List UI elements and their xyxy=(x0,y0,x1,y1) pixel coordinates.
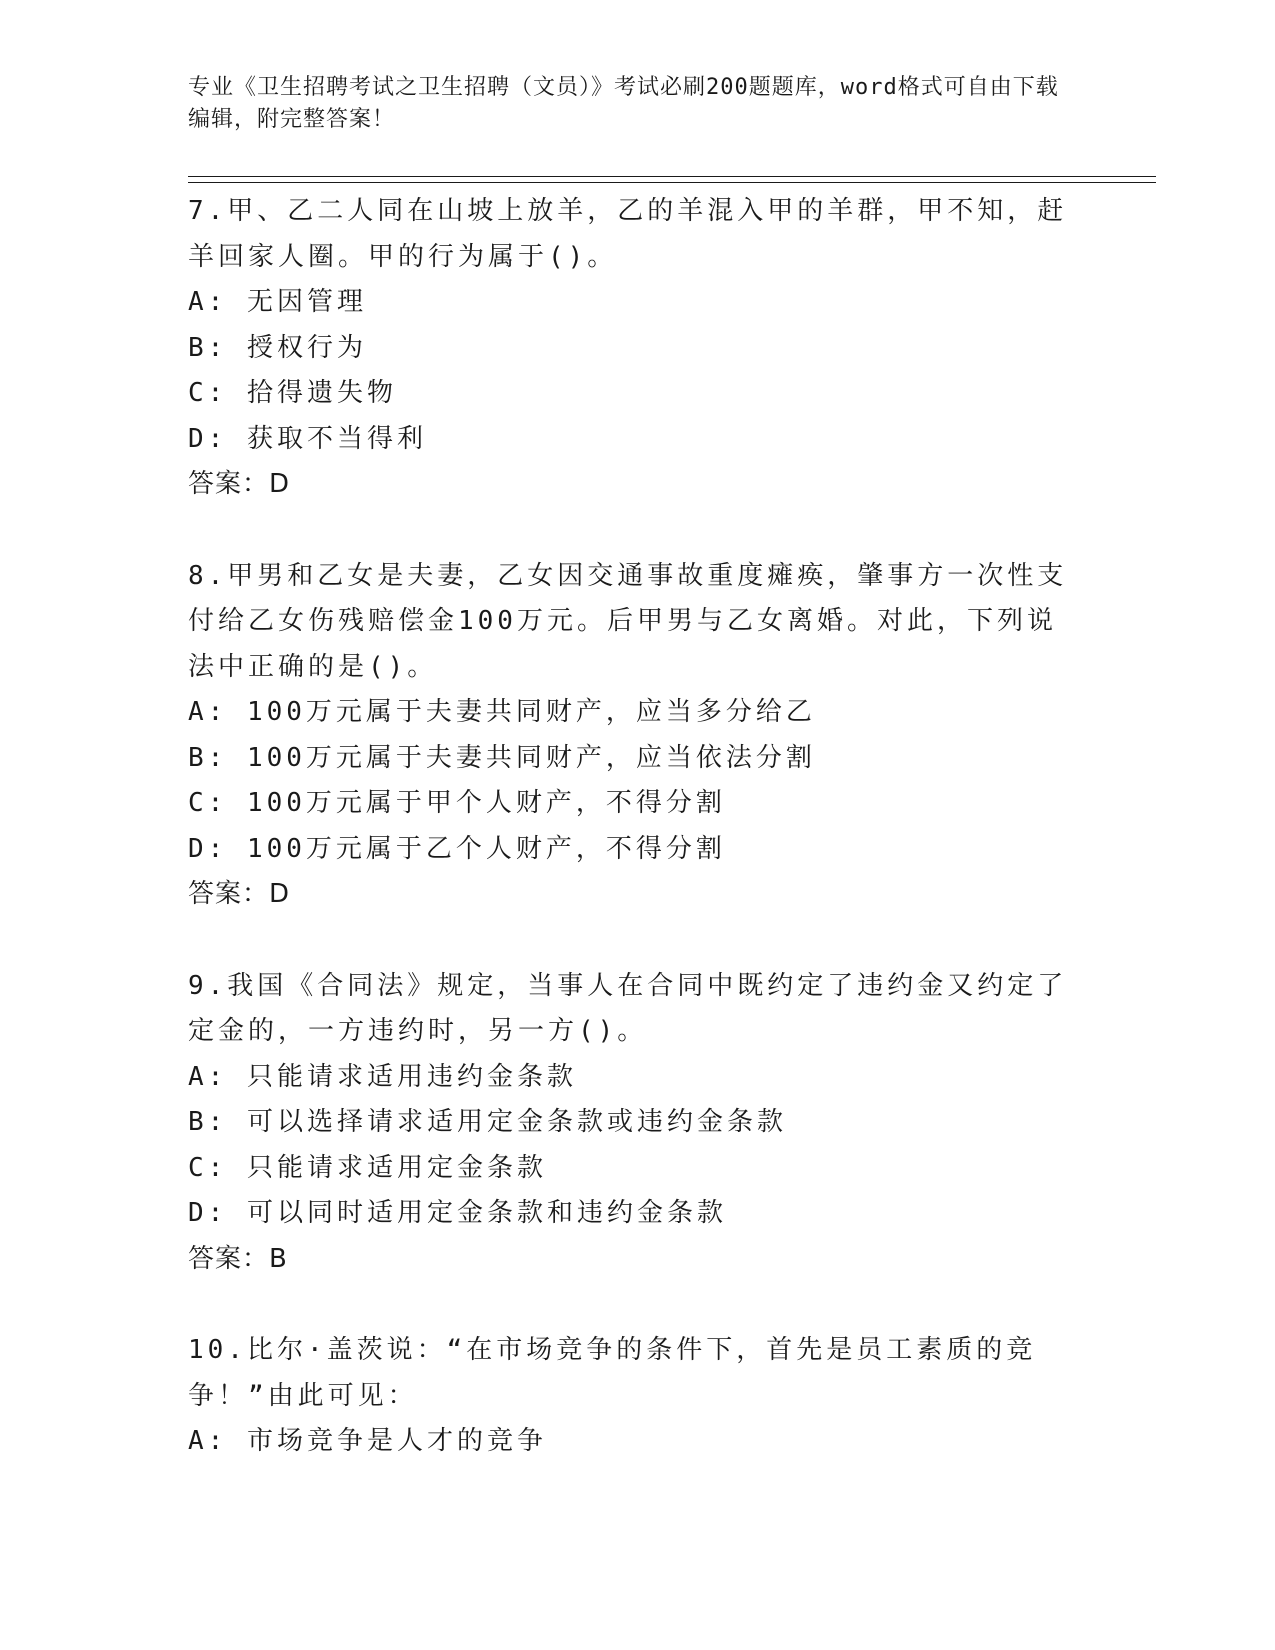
question-stem: 9.我国《合同法》规定，当事人在合同中既约定了违约金又约定了定金的，一方违约时，另一方()。 xyxy=(188,970,1068,1046)
question-stem: 10.比尔·盖茨说：“在市场竞争的条件下，首先是员工素质的竞争！”由此可见： xyxy=(188,1335,1037,1411)
option-c: C: 100万元属于甲个人财产，不得分割 xyxy=(188,788,726,818)
option-a: A: 无因管理 xyxy=(188,287,367,317)
option-b: B: 100万元属于夫妻共同财产，应当依法分割 xyxy=(188,742,816,773)
option-c: C: 只能请求适用定金条款 xyxy=(188,1152,547,1183)
option-a: A: 市场竞争是人才的竞争 xyxy=(188,1426,547,1456)
option-a: A: 只能请求适用违约金条款 xyxy=(188,1061,577,1092)
option-d: D: 获取不当得利 xyxy=(188,423,427,454)
question-8 xyxy=(188,554,1068,918)
option-b: B: 可以选择请求适用定金条款或违约金条款 xyxy=(188,1107,787,1137)
question-list xyxy=(188,189,1068,1511)
answer-line: 答案：D xyxy=(188,469,291,499)
answer-line: 答案：D xyxy=(188,879,291,909)
header-divider-bottom xyxy=(188,182,1156,183)
question-stem: 8.甲男和乙女是夫妻，乙女因交通事故重度瘫痪，肇事方一次性支付给乙女伤残赔偿金100万元。后甲男与乙女离婚。对此，下列说法中正确的是()。 xyxy=(188,560,1068,682)
header-text: 专业《卫生招聘考试之卫生招聘（文员）》考试必刷200题题库，word格式可自由下载编辑，附完整答案！ xyxy=(188,75,1059,132)
question-stem: 7.甲、乙二人同在山坡上放羊，乙的羊混入甲的羊群，甲不知，赶羊回家人圈。甲的行为属于()。 xyxy=(188,196,1068,272)
question-9 xyxy=(188,964,1068,1283)
option-a: A: 100万元属于夫妻共同财产，应当多分给乙 xyxy=(188,697,816,727)
question-7 xyxy=(188,189,1068,508)
header-divider-top xyxy=(188,176,1156,177)
document-header xyxy=(188,72,1068,136)
option-d: D: 100万元属于乙个人财产，不得分割 xyxy=(188,833,726,864)
option-c: C: 拾得遗失物 xyxy=(188,378,397,408)
question-10 xyxy=(188,1328,1068,1465)
answer-line: 答案：B xyxy=(188,1243,288,1274)
option-d: D: 可以同时适用定金条款和违约金条款 xyxy=(188,1198,727,1228)
option-b: B: 授权行为 xyxy=(188,332,367,363)
